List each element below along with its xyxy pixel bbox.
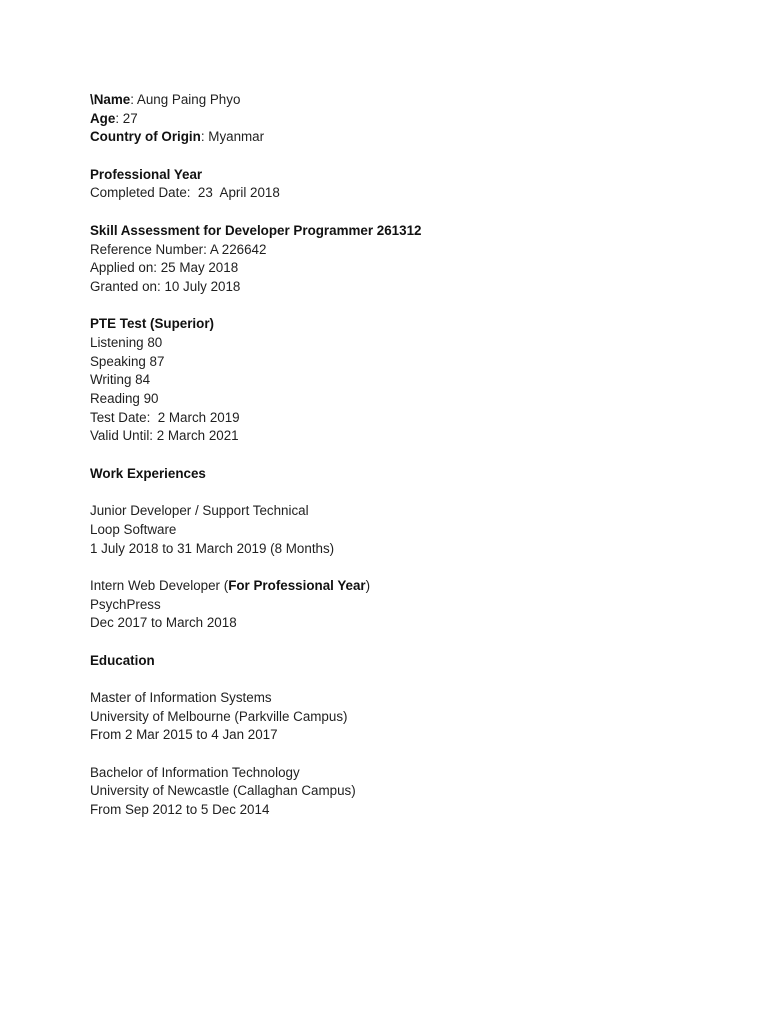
job-title-prefix: Intern Web Developer ( [90,577,229,593]
completed-date: Completed Date: 23 April 2018 [90,185,280,201]
job-period: Dec 2017 to March 2018 [90,615,237,631]
education-degree: Bachelor of Information Technology [90,764,300,780]
pte-writing: Writing 84 [90,372,151,388]
work-heading [90,465,730,484]
spacer [90,147,730,166]
job-company: PsychPress [90,596,161,612]
age-value: : 27 [115,110,138,126]
spacer [90,483,730,502]
spacer [90,446,730,465]
resume-document [90,91,730,820]
name-value: : Aung Paing Phyo [130,92,241,107]
professional-year-heading-text: Professional Year [90,166,203,182]
job-title-suffix: ) [365,577,371,593]
spacer [90,203,730,222]
name-label: \Name [90,92,131,107]
education-institution: University of Melbourne (Parkville Campus) [90,708,348,724]
spacer [90,297,730,316]
spacer [90,745,730,764]
granted-date: Granted on: 10 July 2018 [90,278,241,294]
education-degree: Master of Information Systems [90,690,272,705]
pte-listening: Listening 80 [90,334,163,350]
reference-number: Reference Number: A 226642 [90,241,267,257]
job-title: Junior Developer / Support Technical [90,503,309,519]
country-label: Country of Origin [90,129,201,145]
professional-year-heading [90,166,730,185]
pte-heading-text: PTE Test (Superior) [90,316,214,332]
country-line [90,128,730,147]
name-line [90,91,730,110]
pte-valid-until: Valid Until: 2 March 2021 [90,428,239,444]
spacer [90,633,730,652]
education-period: From 2 Mar 2015 to 4 Jan 2017 [90,727,278,743]
pte-test-date: Test Date: 2 March 2019 [90,409,240,425]
education-heading-text: Education [90,652,155,668]
spacer [90,558,730,577]
education-institution: University of Newcastle (Callaghan Campus) [90,783,356,799]
job-period: 1 July 2018 to 31 March 2019 (8 Months) [90,540,335,556]
education-period: From Sep 2012 to 5 Dec 2014 [90,802,270,818]
country-value: : Myanmar [200,129,265,145]
pte-reading: Reading 90 [90,391,159,406]
skill-assessment-heading [90,222,730,241]
skill-assessment-heading-text: Skill Assessment for Developer Programmer 261312 [90,222,422,238]
spacer [90,670,730,689]
age-label: Age [90,110,116,126]
applied-date: Applied on: 25 May 2018 [90,260,239,276]
education-heading [90,652,730,671]
job-title [90,577,730,596]
pte-speaking: Speaking 87 [90,353,165,369]
age-line [90,110,730,129]
work-heading-text: Work Experiences [90,465,206,481]
job-company: Loop Software [90,521,177,537]
pte-heading [90,315,730,334]
job-title-bold: For Professional Year [228,577,366,593]
